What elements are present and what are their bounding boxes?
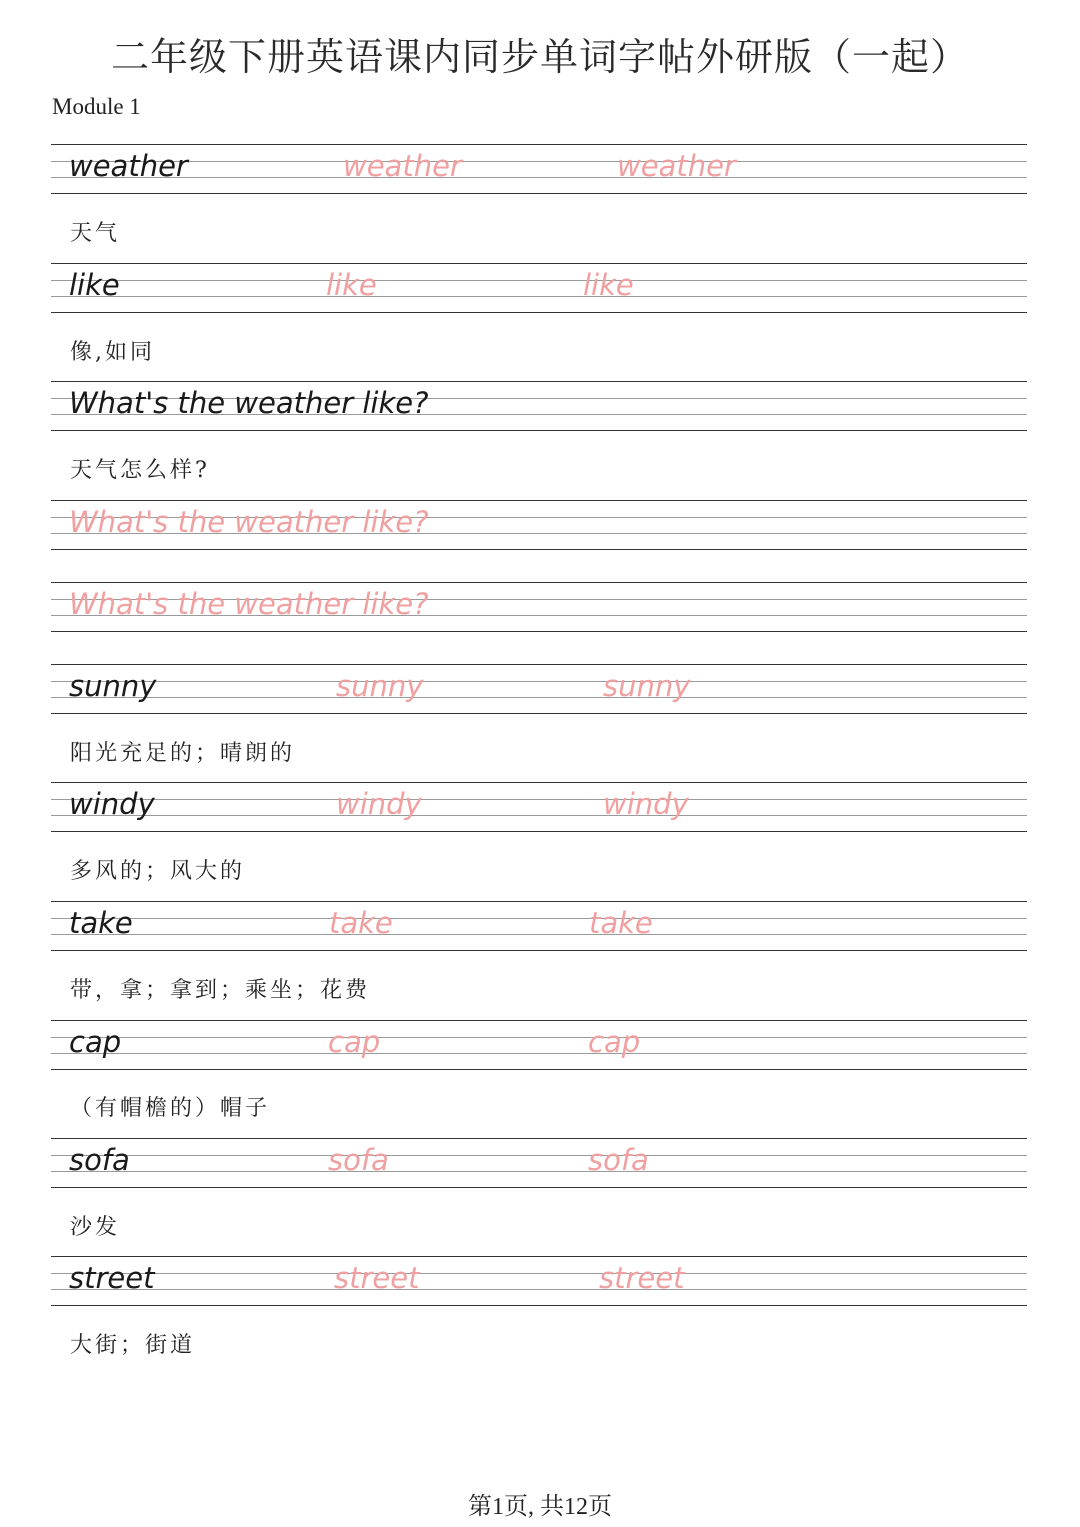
- page-number: 第1页, 共12页: [468, 1494, 612, 1520]
- word-example: sofa: [69, 1143, 130, 1177]
- word-trace: windy: [336, 787, 422, 821]
- word-meaning: 带，拿；拿到；乘坐；花费: [70, 978, 371, 1003]
- word-trace: like: [326, 268, 377, 302]
- word-meaning: （有帽檐的）帽子: [70, 1096, 271, 1121]
- handwriting-row: [51, 381, 1027, 431]
- word-trace: weather: [617, 149, 736, 183]
- word-trace: sunny: [603, 669, 691, 703]
- handwriting-row: [51, 782, 1027, 832]
- word-example: street: [69, 1261, 155, 1295]
- word-trace: sunny: [336, 669, 424, 703]
- word-trace: cap: [588, 1025, 641, 1059]
- handwriting-row: [51, 500, 1027, 550]
- word-trace: weather: [343, 149, 462, 183]
- word-trace: take: [589, 906, 653, 940]
- handwriting-row: [51, 263, 1027, 313]
- module-label: Module 1: [52, 94, 141, 119]
- handwriting-row: [51, 901, 1027, 951]
- word-meaning: 大街；街道: [70, 1333, 196, 1358]
- word-example: like: [69, 268, 120, 302]
- word-meaning: 像,如同: [70, 340, 155, 365]
- word-meaning: 多风的；风大的: [70, 859, 246, 884]
- word-meaning: 阳光充足的；晴朗的: [70, 741, 296, 766]
- word-trace: windy: [603, 787, 689, 821]
- sentence-trace: What's the weather like?: [69, 587, 429, 621]
- handwriting-row: [51, 1256, 1027, 1306]
- page-title: 二年级下册英语课内同步单词字帖外研版（一起）: [110, 35, 969, 79]
- word-example: sunny: [69, 669, 157, 703]
- word-trace: cap: [328, 1025, 381, 1059]
- sentence-trace: What's the weather like?: [69, 505, 429, 539]
- word-trace: street: [599, 1261, 685, 1295]
- handwriting-row: [51, 664, 1027, 714]
- word-trace: street: [334, 1261, 420, 1295]
- word-trace: sofa: [328, 1143, 389, 1177]
- word-example: take: [69, 906, 133, 940]
- word-example: windy: [69, 787, 155, 821]
- word-example: weather: [69, 149, 188, 183]
- word-meaning: 沙发: [70, 1215, 121, 1240]
- handwriting-row: [51, 1020, 1027, 1070]
- word-example: cap: [69, 1025, 122, 1059]
- word-meaning: 天气: [70, 221, 121, 246]
- handwriting-row: [51, 144, 1027, 194]
- sentence-meaning: 天气怎么样?: [70, 458, 210, 483]
- handwriting-row: [51, 1138, 1027, 1188]
- sentence-example: What's the weather like?: [69, 386, 429, 420]
- handwriting-row: [51, 582, 1027, 632]
- word-trace: sofa: [588, 1143, 649, 1177]
- word-trace: like: [583, 268, 634, 302]
- word-trace: take: [329, 906, 393, 940]
